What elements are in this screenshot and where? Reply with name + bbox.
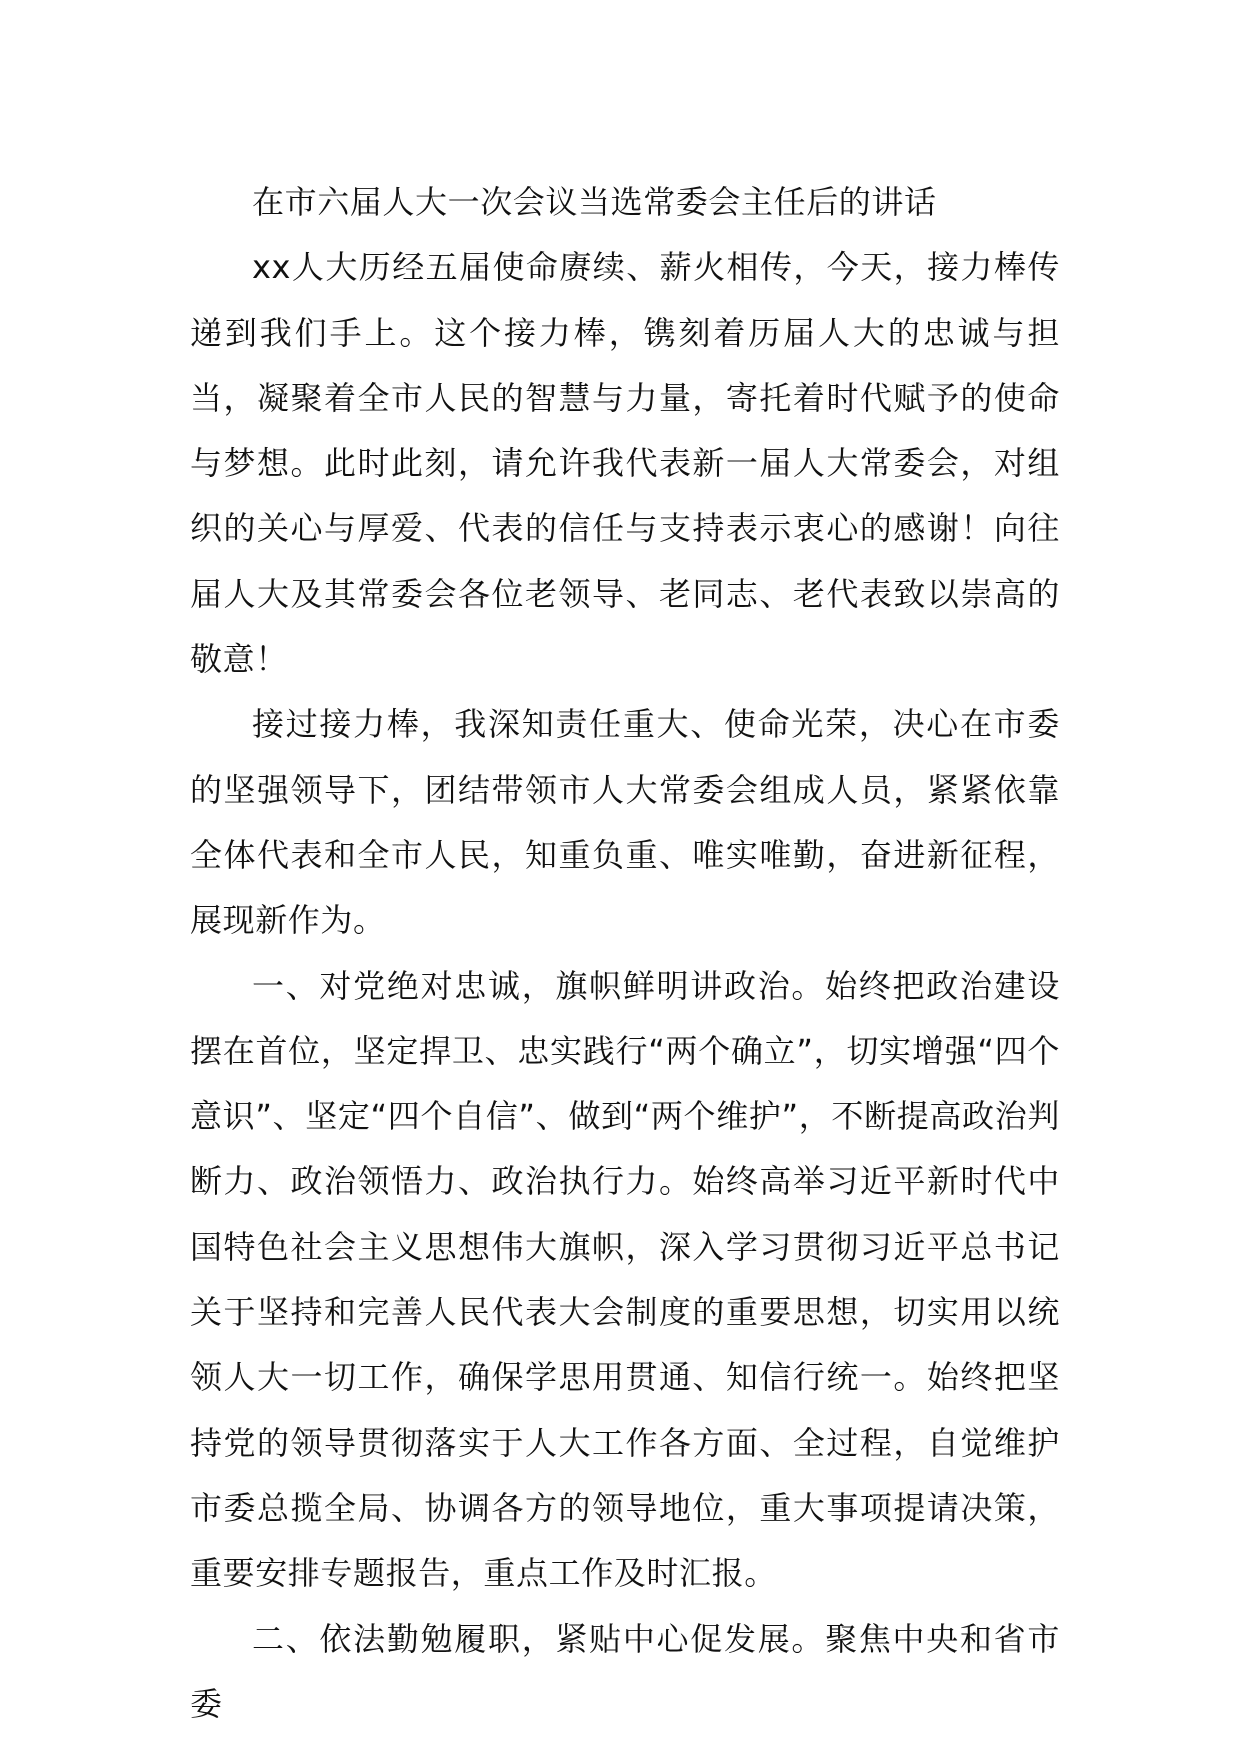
paragraph-section-two: 二、依法勤勉履职，紧贴中心促发展。聚焦中央和省市委 — [190, 1619, 1060, 1723]
paragraph-opening: xx人大历经五届使命赓续、薪火相传，今天，接力棒传递到我们手上。这个接力棒，镌刻着历届人大的忠诚与担当，凝聚着全市人民的智慧与力量，寄托着时代赋予的使命与梦想。此时此刻，请允许我代表新一届人大常委会，对组织的关心与厚爱、代表的信任与支持表示衷心的感谢！向往届人大及其常委会各位老领导、老同志、老代表致以崇高的敬意！ — [190, 248, 1060, 679]
document-body — [190, 170, 1060, 1737]
document-title: 在市六届人大一次会议当选常委会主任后的讲话 — [252, 183, 937, 221]
paragraph-section-one: 一、对党绝对忠诚，旗帜鲜明讲政治。始终把政治建设摆在首位，坚定捍卫、忠实践行“两个确立”，切实增强“四个意识”、坚定“四个自信”、做到“两个维护”，不断提高政治判断力、政治领悟力、政治执行力。始终高举习近平新时代中国特色社会主义思想伟大旗帜，深入学习贯彻习近平总书记关于坚持和完善人民代表大会制度的重要思想，切实用以统领人大一切工作，确保学思用贯通、知信行统一。始终把坚持党的领导贯彻落实于人大工作各方面、全过程，自觉维护市委总揽全局、协调各方的领导地位，重大事项提请决策，重要安排专题报告，重点工作及时汇报。 — [190, 966, 1060, 1593]
paragraph-commitment: 接过接力棒，我深知责任重大、使命光荣，决心在市委的坚强领导下，团结带领市人大常委会组成人员，紧紧依靠全体代表和全市人民，知重负重、唯实唯勤，奋进新征程，展现新作为。 — [190, 705, 1060, 940]
